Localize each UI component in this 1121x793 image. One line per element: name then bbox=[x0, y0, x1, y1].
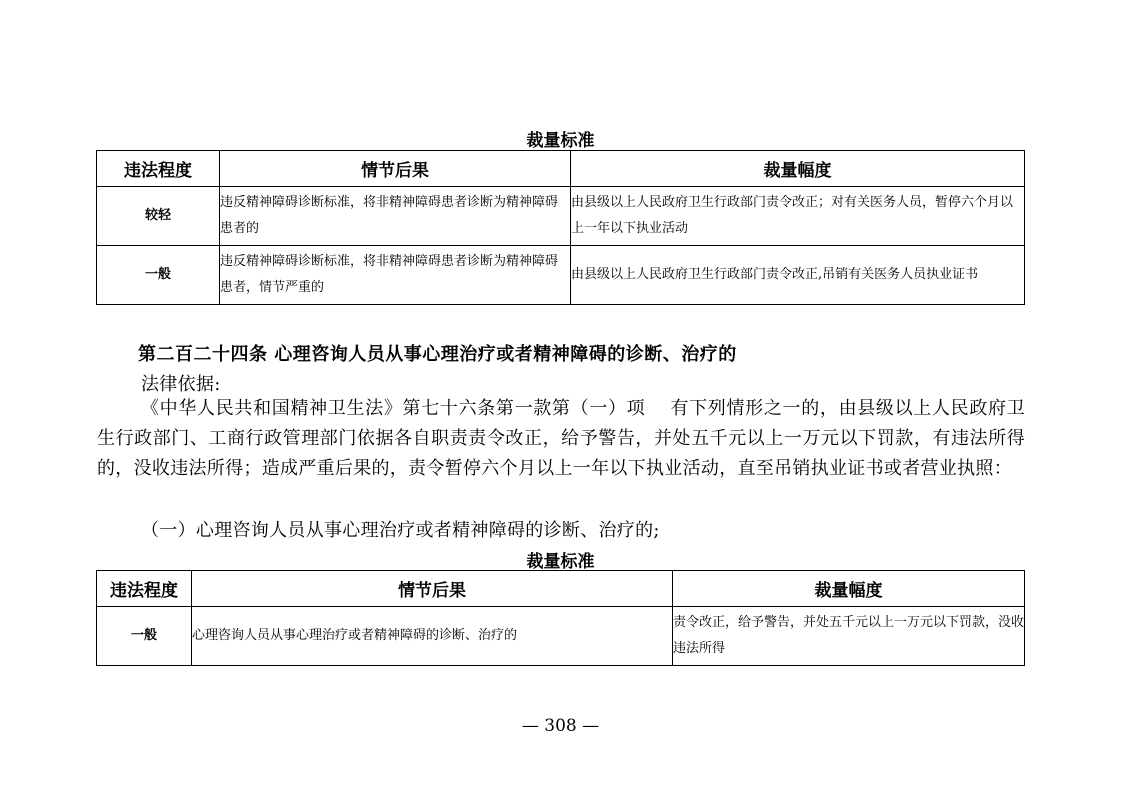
level-cell: 较轻 bbox=[97, 187, 220, 246]
header-level: 违法程度 bbox=[97, 151, 220, 187]
table-row bbox=[97, 607, 1025, 666]
article-heading: 第二百二十四条 心理咨询人员从事心理治疗或者精神障碍的诊断、治疗的 bbox=[138, 344, 737, 365]
range-cell: 由县级以上人民政府卫生行政部门责令改正；对有关医务人员，暂停六个月以上一年以下执业活动 bbox=[571, 187, 1025, 246]
page-number: — 308 — bbox=[521, 716, 600, 736]
level-cell: 一般 bbox=[97, 246, 220, 305]
table2-header-row bbox=[97, 571, 1025, 607]
table-row bbox=[97, 246, 1025, 305]
table1-caption: 裁量标准 bbox=[526, 131, 595, 151]
circumstance-cell: 违反精神障碍诊断标准，将非精神障碍患者诊断为精神障碍患者的 bbox=[220, 187, 571, 246]
basis-text: 《中华人民共和国精神卫生法》第七十六条第一款第（一）项 有下列情形之一的，由县级以上人民政府卫生行政部门、工商行政管理部门依据各自职责责令改正，给予警告，并处五千元以上一万元以下罚款，有违法所得的，没收违法所得；造成严重后果的，责令暂停六个月以上一年以下执业活动，直至吊销执业证书或者营业执照： bbox=[97, 398, 1025, 479]
table2-caption: 裁量标准 bbox=[526, 552, 595, 572]
level-cell: 一般 bbox=[97, 607, 192, 666]
article-item: （一）心理咨询人员从事心理治疗或者精神障碍的诊断、治疗的; bbox=[141, 520, 660, 541]
table2 bbox=[96, 570, 1025, 666]
header-circumstance: 情节后果 bbox=[192, 571, 673, 607]
range-cell: 由县级以上人民政府卫生行政部门责令改正,吊销有关医务人员执业证书 bbox=[571, 246, 1025, 305]
table-row bbox=[97, 187, 1025, 246]
header-level: 违法程度 bbox=[97, 571, 192, 607]
table1 bbox=[96, 150, 1025, 305]
header-range: 裁量幅度 bbox=[673, 571, 1025, 607]
circumstance-cell: 心理咨询人员从事心理治疗或者精神障碍的诊断、治疗的 bbox=[192, 607, 673, 666]
header-circumstance: 情节后果 bbox=[220, 151, 571, 187]
header-range: 裁量幅度 bbox=[571, 151, 1025, 187]
range-cell: 责令改正，给予警告，并处五千元以上一万元以下罚款，没收违法所得 bbox=[673, 607, 1025, 666]
basis-label: 法律依据: bbox=[141, 374, 221, 395]
table1-header-row bbox=[97, 151, 1025, 187]
circumstance-cell: 违反精神障碍诊断标准，将非精神障碍患者诊断为精神障碍患者，情节严重的 bbox=[220, 246, 571, 305]
